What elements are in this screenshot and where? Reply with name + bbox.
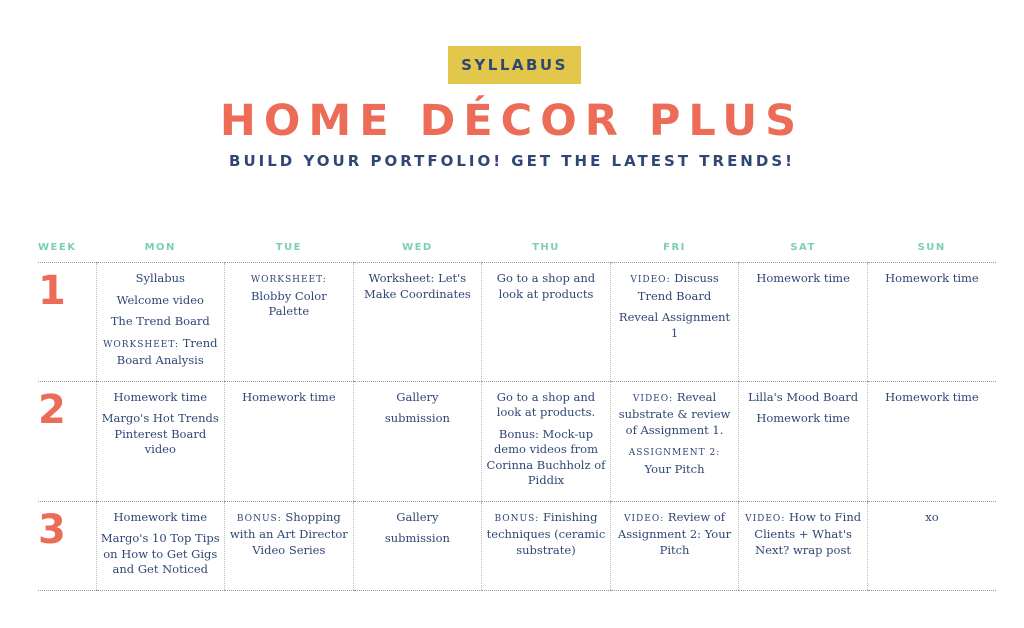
schedule-entry: [743, 271, 863, 287]
day-cell-sat: [739, 501, 868, 590]
day-cell-sun: [867, 501, 996, 590]
schedule-entry: [229, 510, 349, 559]
entry-tag: VIDEO:: [745, 513, 786, 524]
syllabus-badge: SYLLABUS: [448, 46, 581, 84]
entry-text: Your Pitch: [644, 461, 705, 476]
entry-text: Worksheet: Let's Make Coordinates: [363, 271, 471, 301]
column-header-tue: TUE: [225, 232, 354, 263]
entry-tag: VIDEO:: [624, 513, 665, 524]
entry-text: How to Find Clients + What's Next? wrap post: [754, 509, 862, 557]
entry-tag: WORKSHEET:: [103, 339, 180, 350]
entry-text: Discuss Trend Board: [637, 271, 719, 303]
schedule-entry: [872, 510, 992, 526]
schedule-entry: [486, 427, 606, 489]
column-header-wed: WED: [353, 232, 482, 263]
entry-text: Finishing techniques (ceramic substrate): [486, 509, 606, 557]
entry-text: Trend Board Analysis: [116, 335, 218, 367]
day-cell-mon: [96, 263, 225, 382]
entry-text: Blobby Color Palette: [250, 288, 327, 318]
day-cell-sat: [739, 263, 868, 382]
schedule-entry: [486, 390, 606, 421]
schedule-entry: [743, 510, 863, 559]
entry-text: Homework time: [885, 389, 979, 404]
entry-text: The Trend Board: [110, 314, 210, 328]
schedule-entry: [615, 271, 735, 304]
column-header-thu: THU: [482, 232, 611, 263]
entry-tag: WORKSHEET:: [250, 275, 327, 285]
entry-tag: VIDEO:: [630, 275, 671, 285]
entry-text: Go to a shop and look at products.: [496, 389, 596, 419]
entry-tag: ASSIGNMENT 2:: [628, 448, 721, 458]
week-row: [38, 501, 996, 590]
schedule-entry: [615, 390, 735, 439]
entry-text: Lilla's Mood Board: [748, 389, 859, 404]
entry-text: Review of Assignment 2: Your Pitch: [617, 509, 732, 557]
week-number: 3: [38, 501, 96, 590]
schedule-entry: [743, 390, 863, 406]
entry-text: Go to a shop and look at products: [496, 271, 596, 301]
schedule-entry: [872, 271, 992, 287]
schedule-entry: [615, 310, 735, 341]
day-cell-fri: [610, 501, 739, 590]
entry-text: Margo's 10 Top Tips on How to Get Gigs and Get Noticed: [100, 531, 220, 576]
schedule-entry: [486, 510, 606, 559]
header-row: [38, 232, 996, 263]
schedule-entry: [229, 390, 349, 406]
entry-text: Homework time: [756, 271, 850, 285]
schedule-entry: [615, 510, 735, 559]
entry-text: Shopping with an Art Director Video Series: [229, 509, 348, 557]
schedule-entry: [101, 531, 221, 578]
day-cell-fri: [610, 381, 739, 501]
week-row: [38, 381, 996, 501]
entry-text: Reveal substrate & review of Assignment 1.: [618, 389, 731, 437]
entry-text: Margo's Hot Trends Pinterest Board video: [101, 411, 219, 456]
schedule-entry: [229, 271, 349, 320]
schedule-entry: [486, 271, 606, 302]
entry-text: Bonus: Mock-up demo videos from Corinna Buchholz of Piddix: [486, 426, 606, 487]
entry-tag: BONUS:: [236, 513, 282, 524]
schedule-entry: [358, 411, 478, 427]
schedule-entry: [358, 271, 478, 302]
week-number: 2: [38, 381, 96, 501]
day-cell-mon: [96, 381, 225, 501]
day-cell-tue: [225, 501, 354, 590]
week-number: 1: [38, 263, 96, 382]
schedule-entry: [101, 390, 221, 406]
schedule-entry: [872, 390, 992, 406]
day-cell-thu: [482, 263, 611, 382]
entry-text: Syllabus: [135, 271, 185, 285]
schedule-entry: [358, 531, 478, 547]
entry-tag: BONUS:: [494, 513, 540, 524]
entry-text: Homework time: [113, 389, 208, 404]
schedule-entry: [358, 390, 478, 406]
day-cell-thu: [482, 381, 611, 501]
entry-tag: VIDEO:: [632, 393, 674, 404]
entry-text: Homework time: [756, 411, 850, 425]
day-cell-tue: [225, 381, 354, 501]
schedule-entry: [101, 271, 221, 287]
schedule-table: [38, 232, 996, 591]
schedule-entry: [358, 510, 478, 526]
entry-text: Homework time: [113, 509, 208, 524]
day-cell-wed: [353, 263, 482, 382]
day-cell-mon: [96, 501, 225, 590]
column-header-mon: MON: [96, 232, 225, 263]
entry-text: Homework time: [885, 271, 979, 285]
entry-text: xo: [925, 509, 939, 524]
entry-text: Homework time: [242, 389, 336, 404]
column-header-week: WEEK: [38, 232, 96, 263]
day-cell-sun: [867, 381, 996, 501]
day-cell-tue: [225, 263, 354, 382]
week-row: [38, 263, 996, 382]
entry-text: Gallery: [396, 509, 439, 524]
schedule-entry: [101, 314, 221, 330]
day-cell-wed: [353, 501, 482, 590]
schedule-entry: [101, 411, 221, 458]
day-cell-fri: [610, 263, 739, 382]
day-cell-sun: [867, 263, 996, 382]
entry-text: submission: [384, 411, 450, 425]
page-subtitle: BUILD YOUR PORTFOLIO! GET THE LATEST TRENDS!: [229, 152, 795, 170]
schedule-entry: [743, 411, 863, 427]
day-cell-wed: [353, 381, 482, 501]
entry-text: submission: [384, 531, 450, 545]
entry-text: Welcome video: [116, 292, 204, 307]
schedule-entry: [615, 444, 735, 477]
column-header-fri: FRI: [610, 232, 739, 263]
column-header-sat: SAT: [739, 232, 868, 263]
day-cell-thu: [482, 501, 611, 590]
day-cell-sat: [739, 381, 868, 501]
schedule-entry: [101, 336, 221, 369]
entry-text: Gallery: [396, 389, 439, 404]
page-title: HOME DÉCOR PLUS: [219, 96, 805, 146]
column-header-sun: SUN: [867, 232, 996, 263]
schedule-entry: [101, 293, 221, 309]
schedule-entry: [101, 510, 221, 526]
entry-text: Reveal Assignment 1: [618, 310, 731, 340]
